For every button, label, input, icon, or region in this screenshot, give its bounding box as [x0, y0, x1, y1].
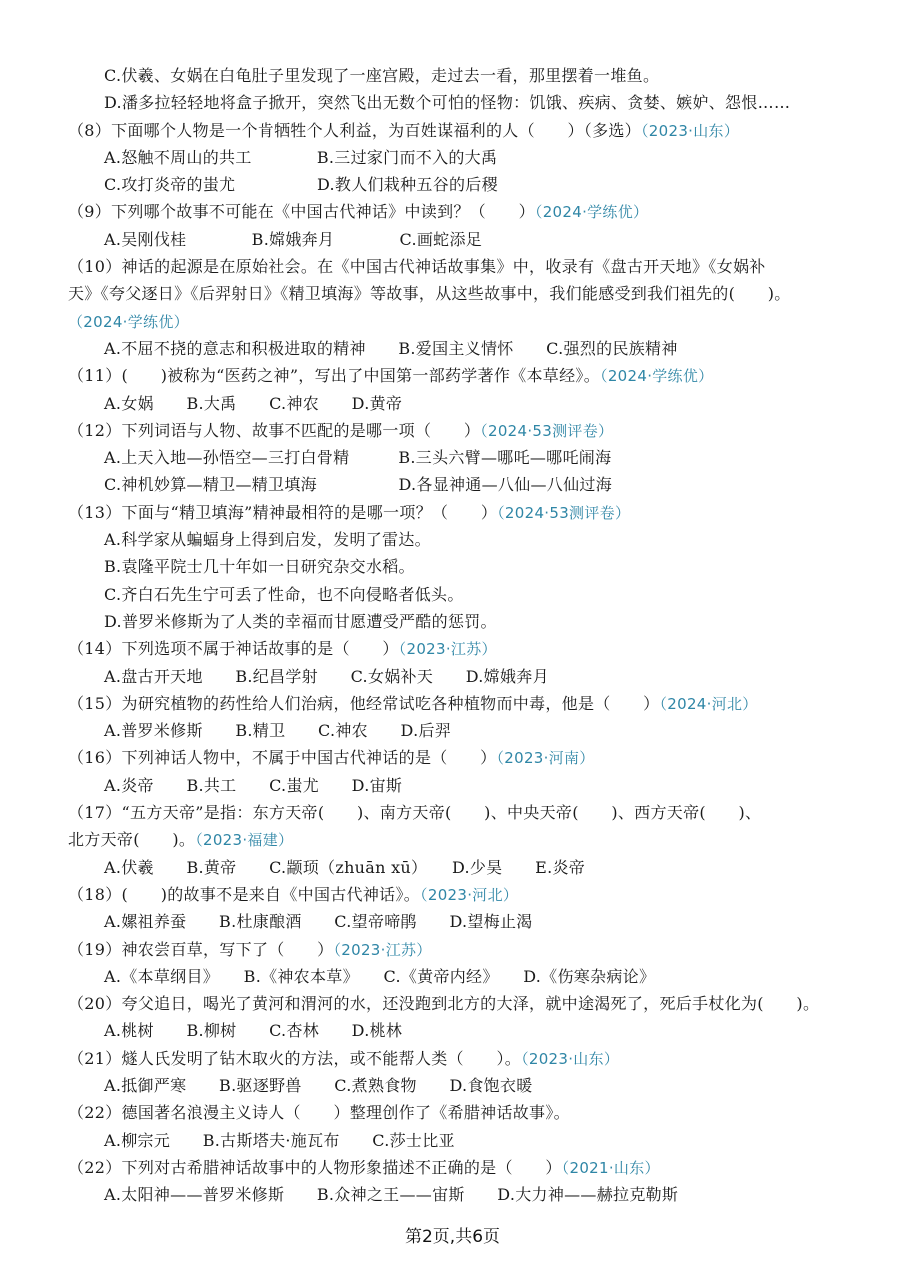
line-text: （12）下列词语与人物、故事不匹配的是哪一项（ ）: [68, 420, 481, 440]
line-text: （10）神话的起源是在原始社会。在《中国古代神话故事集》中，收录有《盘古开天地》《女娲补: [68, 257, 766, 277]
line-text: A.桃树 B.柳树 C.杏林 D.桃林: [104, 1021, 403, 1041]
line-text: D.潘多拉轻轻地将盒子掀开，突然飞出无数个可怕的怪物：饥饿、疾病、贪婪、嫉妒、怨恨……: [104, 93, 791, 113]
answer-options: [76, 390, 875, 417]
answer-options: [76, 581, 875, 608]
answer-options: [76, 1181, 875, 1208]
question-text: [68, 198, 875, 225]
answer-options: [76, 335, 875, 362]
line-text: A.《本草纲目》 B.《神农本草》 C.《黄帝内经》 D.《伤寒杂病论》: [104, 966, 656, 986]
line-text: A.伏羲 B.黄帝 C.颛顼（zhuān xū） D.少昊 E.炎帝: [104, 857, 586, 877]
question-text: [68, 936, 875, 963]
source-tag: （2023·河北）: [420, 885, 519, 904]
line-text: B.袁隆平院士几十年如一日研究杂交水稻。: [104, 557, 415, 577]
page-footer: 第2页,共6页: [404, 1227, 501, 1247]
line-text: （20）夸父追日，喝光了黄河和渭河的水，还没跑到北方的大泽，就中途渴死了，死后手杖化为( )。: [68, 994, 820, 1014]
line-text: C.神机妙算—精卫—精卫填海 D.各显神通—八仙—八仙过海: [104, 475, 613, 495]
line-text: （18）( )的故事不是来自《中国古代神话》。: [68, 884, 421, 904]
answer-options: [76, 772, 875, 799]
answer-options: [76, 1127, 875, 1154]
line-text: A.怒触不周山的共工 B.三过家门而不入的大禹: [104, 147, 498, 167]
source-tag: （2021·山东）: [561, 1158, 660, 1177]
answer-options: [76, 1017, 875, 1044]
question-text: [68, 417, 875, 444]
question-text: [68, 117, 875, 144]
line-text: A.抵御严寒 B.驱逐野兽 C.煮熟食物 D.食饱衣暖: [104, 1075, 533, 1095]
line-text: （22）德国著名浪漫主义诗人（ ）整理创作了《希腊神话故事》。: [68, 1103, 570, 1123]
question-text: [68, 308, 875, 335]
line-text: A.炎帝 B.共工 C.蚩尤 D.宙斯: [104, 775, 403, 795]
source-tag: （2024·53测评卷）: [497, 503, 631, 522]
answer-options: [76, 471, 875, 498]
answer-options: [76, 526, 875, 553]
line-text: （13）下面与“精卫填海”精神最相符的是哪一项？（ ）: [68, 502, 498, 522]
line-text: （22）下列对古希腊神话故事中的人物形象描述不正确的是（ ）: [68, 1157, 562, 1177]
source-tag: （2023·山东）: [521, 1049, 620, 1068]
line-text: （19）神农尝百草，写下了（ ）: [68, 939, 334, 959]
line-text: A.科学家从蝙蝠身上得到启发，发明了雷达。: [104, 530, 431, 550]
line-text: A.上天入地—孙悟空—三打白骨精 B.三头六臂—哪吒—哪吒闹海: [104, 448, 612, 468]
answer-options: [76, 226, 875, 253]
question-text: [68, 635, 875, 662]
line-text: （9）下列哪个故事不可能在《中国古代神话》中读到？（ ）: [68, 202, 535, 222]
question-text: [68, 499, 875, 526]
answer-options: [76, 1072, 875, 1099]
line-text: 天》《夸父逐日》《后羿射日》《精卫填海》等故事，从这些故事中，我们能感受到我们祖先的( )。: [68, 284, 791, 304]
source-tag: （2023·江苏）: [333, 940, 432, 959]
question-text: [68, 1099, 875, 1126]
question-text: [68, 690, 875, 717]
question-text: [68, 362, 875, 389]
answer-options: [76, 854, 875, 881]
source-tag: （2024·53测评卷）: [480, 421, 614, 440]
question-text: [68, 744, 875, 771]
question-text: [68, 826, 875, 853]
question-text: [68, 253, 875, 280]
line-text: D.普罗米修斯为了人类的幸福而甘愿遭受严酷的惩罚。: [104, 611, 497, 631]
answer-options: [76, 908, 875, 935]
line-text: （21）燧人氏发明了钻木取火的方法，或不能帮人类（ ）。: [68, 1048, 522, 1068]
answer-options: [76, 553, 875, 580]
line-text: A.柳宗元 B.古斯塔夫·施瓦布 C.莎士比亚: [104, 1130, 455, 1150]
source-tag: （2023·江苏）: [398, 640, 497, 659]
line-text: C.齐白石先生宁可丢了性命，也不向侵略者低头。: [104, 584, 464, 604]
answer-options: [76, 963, 875, 990]
question-text: [68, 280, 875, 307]
answer-options: [76, 608, 875, 635]
line-text: A.嫘祖养蚕 B.杜康酿酒 C.望帝啼鹃 D.望梅止渴: [104, 912, 533, 932]
source-tag: （2024·学练优）: [534, 203, 649, 222]
source-tag: （2023·福建）: [195, 831, 294, 850]
answer-options: [76, 717, 875, 744]
line-text: A.女娲 B.大禹 C.神农 D.黄帝: [104, 393, 403, 413]
line-text: （17）“五方天帝”是指：东方天帝( )、南方天帝( )、中央天帝( )、西方天帝( )、: [68, 803, 762, 823]
line-text: A.吴刚伐桂 B.嫦娥奔月 C.画蛇添足: [104, 229, 483, 249]
question-text: [68, 990, 875, 1017]
line-text: （14）下列选项不属于神话故事的是（ ）: [68, 639, 399, 659]
line-text: A.太阳神——普罗米修斯 B.众神之王——宙斯 D.大力神——赫拉克勒斯: [104, 1185, 679, 1205]
answer-options: [76, 663, 875, 690]
question-text: [68, 1045, 875, 1072]
line-text: （8）下面哪个人物是一个肯牺牲个人利益，为百姓谋福利的人（ ）（多选）: [68, 120, 641, 140]
line-text: C.伏羲、女娲在白龟肚子里发现了一座宫殿，走过去一看，那里摆着一堆鱼。: [104, 66, 660, 85]
answer-options: [76, 171, 875, 198]
line-text: （16）下列神话人物中，不属于中国古代神话的是（ ）: [68, 748, 497, 768]
question-text: [68, 799, 875, 826]
answer-options: [76, 89, 875, 116]
line-text: A.不屈不挠的意志和积极进取的精神 B.爱国主义情怀 C.强烈的民族精神: [104, 338, 678, 358]
source-tag: （2024·学练优）: [68, 312, 189, 331]
answer-options: [76, 62, 875, 89]
question-text: [68, 881, 875, 908]
answer-options: [76, 444, 875, 471]
line-text: （15）为研究植物的药性给人们治病，他经常试吃各种植物而中毒，他是（ ）: [68, 693, 660, 713]
line-text: 北方天帝( )。: [68, 830, 196, 850]
question-text: [68, 1154, 875, 1181]
line-text: （11）( )被称为“医药之神”，写出了中国第一部药学著作《本草经》。: [68, 366, 601, 386]
line-text: A.盘古开天地 B.纪昌学射 C.女娲补天 D.嫦娥奔月: [104, 666, 549, 686]
line-text: C.攻打炎帝的蚩尤 D.教人们栽种五谷的后稷: [104, 175, 498, 195]
line-text: A.普罗米修斯 B.精卫 C.神农 D.后羿: [104, 721, 452, 741]
source-tag: （2023·河南）: [496, 749, 595, 768]
source-tag: （2024·学练优）: [600, 367, 714, 386]
source-tag: （2024·河北）: [659, 694, 758, 713]
source-tag: （2023·山东）: [640, 121, 740, 140]
question-list: [68, 62, 875, 1208]
answer-options: [76, 144, 875, 171]
